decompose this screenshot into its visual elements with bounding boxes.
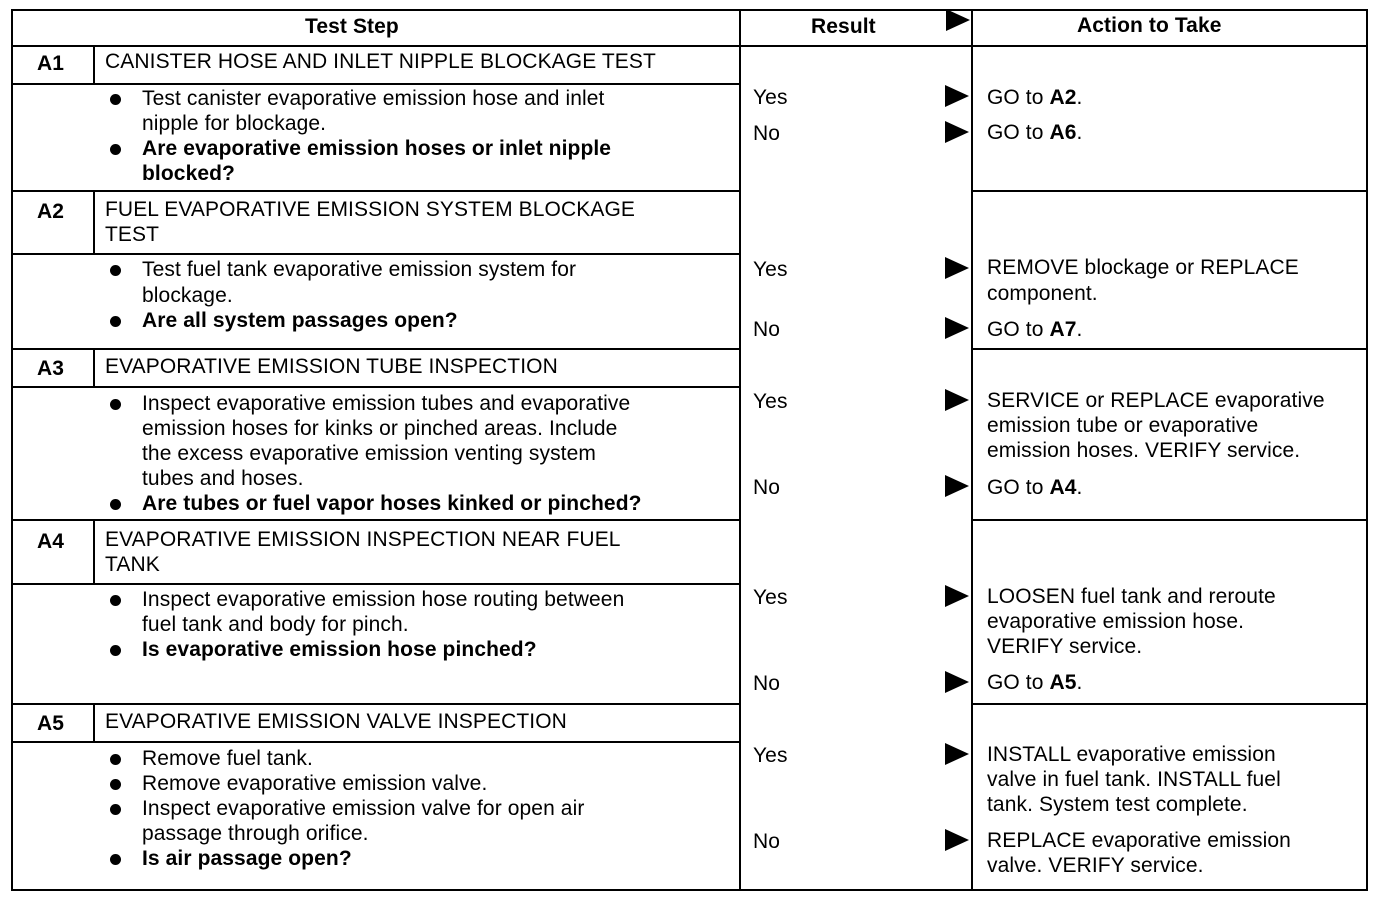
step-instruction: tubes and hoses.	[142, 467, 304, 490]
code-cell-divider	[93, 348, 95, 386]
result-yes: Yes	[753, 586, 788, 609]
table-border-left	[11, 9, 13, 891]
step-reference: A6	[1049, 121, 1077, 144]
title-divider	[11, 83, 741, 85]
step-code: A5	[37, 712, 65, 735]
step-code: A3	[37, 357, 65, 380]
step-instruction: Test fuel tank evaporative emission system for	[142, 258, 577, 281]
bullet-icon	[110, 779, 121, 790]
arrow-right-icon	[945, 475, 969, 497]
row-divider	[971, 348, 1368, 350]
bullet-icon	[110, 645, 121, 656]
bullet-icon	[110, 499, 121, 510]
result-yes: Yes	[753, 258, 788, 281]
title-divider	[11, 253, 741, 255]
step-code: A4	[37, 530, 65, 553]
step-title: CANISTER HOSE AND INLET NIPPLE BLOCKAGE TEST	[105, 50, 656, 73]
action-text: emission tube or evaporative	[987, 414, 1259, 437]
row-divider	[11, 703, 741, 705]
arrow-right-icon	[945, 121, 969, 143]
arrow-right-icon	[945, 257, 969, 279]
action-text: valve in fuel tank. INSTALL fuel	[987, 768, 1281, 791]
action-text: VERIFY service.	[987, 635, 1143, 658]
header-test-step: Test Step	[305, 15, 399, 38]
step-question: Are evaporative emission hoses or inlet nipple	[142, 137, 612, 160]
bullet-icon	[110, 399, 121, 410]
action-text: REMOVE blockage or REPLACE	[987, 256, 1299, 279]
step-title: TEST	[105, 223, 160, 246]
action-text: GO to A6.	[987, 121, 1083, 144]
bullet-icon	[110, 144, 121, 155]
step-question: Is evaporative emission hose pinched?	[142, 638, 537, 661]
column-divider-action	[971, 9, 973, 891]
step-instruction: emission hoses for kinks or pinched areas. Include	[142, 417, 618, 440]
row-divider	[971, 190, 1368, 192]
step-reference: A2	[1049, 86, 1077, 109]
row-divider	[971, 519, 1368, 521]
result-yes: Yes	[753, 390, 788, 413]
result-no: No	[753, 672, 781, 695]
result-no: No	[753, 830, 781, 853]
action-text: evaporative emission hose.	[987, 610, 1245, 633]
action-text: GO to A2.	[987, 86, 1083, 109]
step-question: Are all system passages open?	[142, 309, 458, 332]
action-text: emission hoses. VERIFY service.	[987, 439, 1301, 462]
result-yes: Yes	[753, 86, 788, 109]
row-divider	[971, 703, 1368, 705]
bullet-icon	[110, 265, 121, 276]
header-result: Result	[811, 15, 876, 38]
step-instruction: Test canister evaporative emission hose and inlet	[142, 87, 605, 110]
step-instruction: fuel tank and body for pinch.	[142, 613, 409, 636]
step-title: EVAPORATIVE EMISSION VALVE INSPECTION	[105, 710, 567, 733]
arrow-right-icon	[945, 743, 969, 765]
header-action: Action to Take	[1077, 14, 1222, 37]
arrow-right-icon	[945, 585, 969, 607]
row-divider	[11, 519, 741, 521]
action-text: component.	[987, 282, 1098, 305]
step-reference: A7	[1049, 318, 1077, 341]
arrow-right-icon	[945, 671, 969, 693]
step-reference: A5	[1049, 671, 1077, 694]
code-cell-divider	[93, 519, 95, 583]
action-text: GO to A4.	[987, 476, 1083, 499]
step-instruction: Remove evaporative emission valve.	[142, 772, 488, 795]
arrow-right-icon	[945, 317, 969, 339]
step-reference: A4	[1049, 476, 1077, 499]
title-divider	[11, 583, 741, 585]
arrow-right-icon	[945, 829, 969, 851]
code-cell-divider	[93, 703, 95, 741]
bullet-icon	[110, 854, 121, 865]
step-question: Is air passage open?	[142, 847, 352, 870]
step-title: EVAPORATIVE EMISSION TUBE INSPECTION	[105, 355, 558, 378]
step-title: EVAPORATIVE EMISSION INSPECTION NEAR FUEL	[105, 528, 621, 551]
bullet-icon	[110, 316, 121, 327]
step-instruction: blockage.	[142, 284, 233, 307]
step-question: Are tubes or fuel vapor hoses kinked or pinched?	[142, 492, 642, 515]
table-border-right	[1366, 9, 1368, 891]
action-text: GO to A5.	[987, 671, 1083, 694]
action-text: LOOSEN fuel tank and reroute	[987, 585, 1276, 608]
step-title: TANK	[105, 553, 160, 576]
row-divider	[11, 190, 741, 192]
result-no: No	[753, 318, 781, 341]
step-title: FUEL EVAPORATIVE EMISSION SYSTEM BLOCKAGE	[105, 198, 636, 221]
title-divider	[11, 386, 741, 388]
action-text: SERVICE or REPLACE evaporative	[987, 389, 1325, 412]
bullet-icon	[110, 595, 121, 606]
row-divider	[11, 348, 741, 350]
result-no: No	[753, 476, 781, 499]
step-instruction: Inspect evaporative emission valve for open air	[142, 797, 585, 820]
action-text: tank. System test complete.	[987, 793, 1248, 816]
header-divider	[11, 45, 1368, 47]
action-text: REPLACE evaporative emission	[987, 829, 1291, 852]
step-instruction: Inspect evaporative emission hose routing between	[142, 588, 625, 611]
table-border-top	[11, 9, 1368, 11]
column-divider-result	[739, 9, 741, 891]
code-cell-divider	[93, 45, 95, 83]
table-border-bottom	[11, 889, 1368, 891]
bullet-icon	[110, 94, 121, 105]
arrow-right-icon	[945, 85, 969, 107]
step-instruction: the excess evaporative emission venting system	[142, 442, 596, 465]
code-cell-divider	[93, 190, 95, 253]
step-instruction: nipple for blockage.	[142, 112, 327, 135]
bullet-icon	[110, 754, 121, 765]
step-instruction: Inspect evaporative emission tubes and evaporative	[142, 392, 631, 415]
title-divider	[11, 741, 741, 743]
arrow-right-icon	[946, 9, 970, 31]
step-question: blocked?	[142, 162, 235, 185]
result-yes: Yes	[753, 744, 788, 767]
step-instruction: Remove fuel tank.	[142, 747, 313, 770]
step-code: A2	[37, 200, 65, 223]
action-text: GO to A7.	[987, 318, 1083, 341]
step-code: A1	[37, 52, 65, 75]
action-text: valve. VERIFY service.	[987, 854, 1204, 877]
bullet-icon	[110, 804, 121, 815]
action-text: INSTALL evaporative emission	[987, 743, 1276, 766]
result-no: No	[753, 122, 781, 145]
arrow-right-icon	[945, 389, 969, 411]
step-instruction: passage through orifice.	[142, 822, 369, 845]
